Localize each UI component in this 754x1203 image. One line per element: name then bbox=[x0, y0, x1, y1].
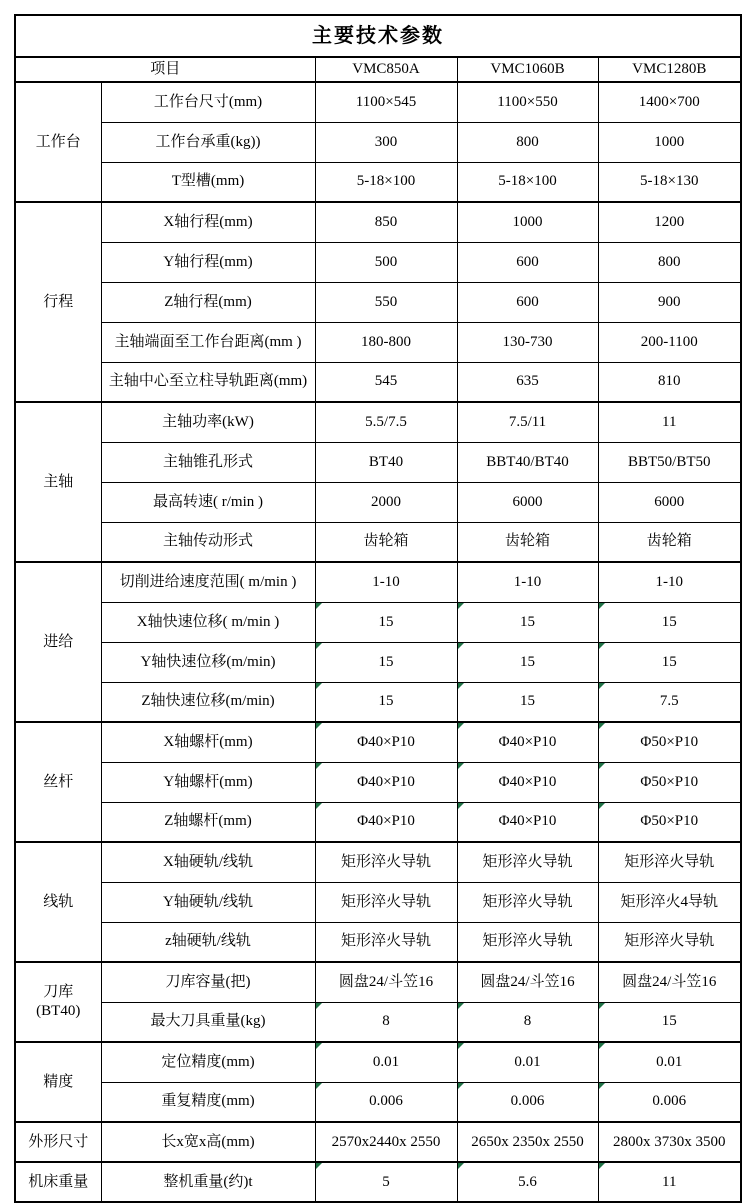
spec-row bbox=[15, 922, 741, 962]
value-cell: 1400×700 bbox=[598, 82, 741, 122]
value-cell: 1-10 bbox=[457, 562, 598, 602]
cell-flag-triangle-icon bbox=[599, 1003, 605, 1009]
header-row bbox=[15, 57, 741, 82]
cell-flag-triangle-icon bbox=[458, 723, 464, 729]
spec-table bbox=[14, 14, 742, 1203]
value-cell: 7.5/11 bbox=[457, 402, 598, 442]
value-cell: Φ50×P10 bbox=[598, 722, 741, 762]
cell-flag-triangle-icon bbox=[458, 1003, 464, 1009]
group-label: 工作台 bbox=[15, 82, 101, 202]
spec-row bbox=[15, 882, 741, 922]
spec-row bbox=[15, 802, 741, 842]
row-label: T型槽(mm) bbox=[101, 162, 315, 202]
spec-row bbox=[15, 162, 741, 202]
value-cell: 0.006 bbox=[598, 1082, 741, 1122]
cell-flag-triangle-icon bbox=[599, 1083, 605, 1089]
cell-flag-triangle-icon bbox=[599, 1043, 605, 1049]
cell-flag-triangle-icon bbox=[599, 643, 605, 649]
row-label: Y轴硬轨/线轨 bbox=[101, 882, 315, 922]
value-cell: BBT40/BT40 bbox=[457, 442, 598, 482]
value-cell: 11 bbox=[598, 1162, 741, 1202]
row-label: Y轴行程(mm) bbox=[101, 242, 315, 282]
value-cell: 1-10 bbox=[315, 562, 457, 602]
cell-flag-triangle-icon bbox=[458, 1083, 464, 1089]
cell-flag-triangle-icon bbox=[316, 1163, 322, 1169]
spec-row bbox=[15, 1122, 741, 1162]
header-model-vmc1060b: VMC1060B bbox=[457, 57, 598, 82]
value-cell: BBT50/BT50 bbox=[598, 442, 741, 482]
value-cell: 15 bbox=[598, 642, 741, 682]
row-label: 主轴功率(kW) bbox=[101, 402, 315, 442]
row-label: Z轴快速位移(m/min) bbox=[101, 682, 315, 722]
group-label: 机床重量 bbox=[15, 1162, 101, 1202]
row-label: z轴硬轨/线轨 bbox=[101, 922, 315, 962]
value-cell: 圆盘24/斗笠16 bbox=[315, 962, 457, 1002]
row-label: 定位精度(mm) bbox=[101, 1042, 315, 1082]
spec-table-body bbox=[15, 82, 741, 1202]
row-label: X轴硬轨/线轨 bbox=[101, 842, 315, 882]
value-cell: 800 bbox=[598, 242, 741, 282]
table-title: 主要技术参数 bbox=[15, 15, 741, 57]
value-cell: Φ40×P10 bbox=[457, 722, 598, 762]
value-cell: 圆盘24/斗笠16 bbox=[457, 962, 598, 1002]
value-cell: 5-18×100 bbox=[457, 162, 598, 202]
cell-flag-triangle-icon bbox=[316, 723, 322, 729]
spec-row bbox=[15, 442, 741, 482]
group-label: 主轴 bbox=[15, 402, 101, 562]
spec-row bbox=[15, 1002, 741, 1042]
value-cell: 850 bbox=[315, 202, 457, 242]
spec-row bbox=[15, 762, 741, 802]
value-cell: 5.6 bbox=[457, 1162, 598, 1202]
group-label: 行程 bbox=[15, 202, 101, 402]
row-label: X轴快速位移( m/min ) bbox=[101, 602, 315, 642]
value-cell: 2800x 3730x 3500 bbox=[598, 1122, 741, 1162]
value-cell: Φ40×P10 bbox=[457, 802, 598, 842]
spec-row bbox=[15, 1082, 741, 1122]
value-cell: 圆盘24/斗笠16 bbox=[598, 962, 741, 1002]
value-cell: 1000 bbox=[457, 202, 598, 242]
value-cell: 矩形淬火导轨 bbox=[598, 842, 741, 882]
value-cell: 810 bbox=[598, 362, 741, 402]
value-cell: 矩形淬火导轨 bbox=[457, 922, 598, 962]
group-label: 精度 bbox=[15, 1042, 101, 1122]
title-row bbox=[15, 15, 741, 57]
row-label: X轴行程(mm) bbox=[101, 202, 315, 242]
spec-row bbox=[15, 402, 741, 442]
cell-flag-triangle-icon bbox=[316, 1003, 322, 1009]
cell-flag-triangle-icon bbox=[316, 1043, 322, 1049]
row-label: 重复精度(mm) bbox=[101, 1082, 315, 1122]
row-label: Y轴快速位移(m/min) bbox=[101, 642, 315, 682]
cell-flag-triangle-icon bbox=[599, 723, 605, 729]
spec-row bbox=[15, 1162, 741, 1202]
value-cell: 5 bbox=[315, 1162, 457, 1202]
value-cell: Φ50×P10 bbox=[598, 762, 741, 802]
value-cell: 6000 bbox=[457, 482, 598, 522]
value-cell: 15 bbox=[315, 602, 457, 642]
spec-row bbox=[15, 122, 741, 162]
value-cell: BT40 bbox=[315, 442, 457, 482]
value-cell: 130-730 bbox=[457, 322, 598, 362]
spec-row bbox=[15, 1042, 741, 1082]
cell-flag-triangle-icon bbox=[316, 803, 322, 809]
value-cell: 2000 bbox=[315, 482, 457, 522]
cell-flag-triangle-icon bbox=[599, 803, 605, 809]
value-cell: 600 bbox=[457, 282, 598, 322]
value-cell: Φ50×P10 bbox=[598, 802, 741, 842]
value-cell: 600 bbox=[457, 242, 598, 282]
group-label: 外形尺寸 bbox=[15, 1122, 101, 1162]
value-cell: 2650x 2350x 2550 bbox=[457, 1122, 598, 1162]
header-model-vmc850a: VMC850A bbox=[315, 57, 457, 82]
value-cell: 15 bbox=[598, 1002, 741, 1042]
row-label: 工作台尺寸(mm) bbox=[101, 82, 315, 122]
group-label: 线轨 bbox=[15, 842, 101, 962]
group-label: 丝杆 bbox=[15, 722, 101, 842]
row-label: 整机重量(约)t bbox=[101, 1162, 315, 1202]
cell-flag-triangle-icon bbox=[458, 1163, 464, 1169]
spec-row bbox=[15, 842, 741, 882]
value-cell: 5-18×130 bbox=[598, 162, 741, 202]
value-cell: Φ40×P10 bbox=[315, 802, 457, 842]
value-cell: 180-800 bbox=[315, 322, 457, 362]
row-label: 切削进给速度范围( m/min ) bbox=[101, 562, 315, 602]
value-cell: 0.01 bbox=[598, 1042, 741, 1082]
value-cell: 1200 bbox=[598, 202, 741, 242]
value-cell: 900 bbox=[598, 282, 741, 322]
value-cell: 0.01 bbox=[457, 1042, 598, 1082]
value-cell: 矩形淬火导轨 bbox=[315, 882, 457, 922]
value-cell: Φ40×P10 bbox=[457, 762, 598, 802]
cell-flag-triangle-icon bbox=[316, 643, 322, 649]
value-cell: 矩形淬火导轨 bbox=[457, 842, 598, 882]
value-cell: 550 bbox=[315, 282, 457, 322]
value-cell: 15 bbox=[457, 682, 598, 722]
group-label: 刀库 (BT40) bbox=[15, 962, 101, 1042]
spec-row bbox=[15, 362, 741, 402]
value-cell: Φ40×P10 bbox=[315, 762, 457, 802]
spec-table-head bbox=[15, 15, 741, 82]
spec-row bbox=[15, 562, 741, 602]
row-label: 主轴传动形式 bbox=[101, 522, 315, 562]
value-cell: 8 bbox=[315, 1002, 457, 1042]
value-cell: 矩形淬火导轨 bbox=[315, 842, 457, 882]
value-cell: 800 bbox=[457, 122, 598, 162]
value-cell: 6000 bbox=[598, 482, 741, 522]
value-cell: 15 bbox=[457, 642, 598, 682]
spec-row bbox=[15, 282, 741, 322]
value-cell: 200-1100 bbox=[598, 322, 741, 362]
value-cell: 15 bbox=[457, 602, 598, 642]
header-item-label: 项目 bbox=[15, 57, 315, 82]
spec-row bbox=[15, 242, 741, 282]
row-label: Z轴螺杆(mm) bbox=[101, 802, 315, 842]
value-cell: 齿轮箱 bbox=[315, 522, 457, 562]
row-label: Z轴行程(mm) bbox=[101, 282, 315, 322]
cell-flag-triangle-icon bbox=[316, 603, 322, 609]
cell-flag-triangle-icon bbox=[316, 683, 322, 689]
value-cell: 矩形淬火导轨 bbox=[598, 922, 741, 962]
cell-flag-triangle-icon bbox=[316, 763, 322, 769]
cell-flag-triangle-icon bbox=[599, 603, 605, 609]
cell-flag-triangle-icon bbox=[599, 1163, 605, 1169]
value-cell: 7.5 bbox=[598, 682, 741, 722]
value-cell: 齿轮箱 bbox=[457, 522, 598, 562]
value-cell: 5.5/7.5 bbox=[315, 402, 457, 442]
spec-row bbox=[15, 682, 741, 722]
value-cell: 0.006 bbox=[315, 1082, 457, 1122]
value-cell: 1100×550 bbox=[457, 82, 598, 122]
value-cell: 矩形淬火导轨 bbox=[457, 882, 598, 922]
value-cell: 15 bbox=[315, 642, 457, 682]
value-cell: 500 bbox=[315, 242, 457, 282]
value-cell: 0.01 bbox=[315, 1042, 457, 1082]
row-label: 刀库容量(把) bbox=[101, 962, 315, 1002]
value-cell: 0.006 bbox=[457, 1082, 598, 1122]
value-cell: 齿轮箱 bbox=[598, 522, 741, 562]
spec-row bbox=[15, 962, 741, 1002]
row-label: 工作台承重(kg)) bbox=[101, 122, 315, 162]
value-cell: 2570x2440x 2550 bbox=[315, 1122, 457, 1162]
cell-flag-triangle-icon bbox=[458, 1043, 464, 1049]
cell-flag-triangle-icon bbox=[458, 603, 464, 609]
spec-row bbox=[15, 602, 741, 642]
spec-row bbox=[15, 202, 741, 242]
cell-flag-triangle-icon bbox=[316, 1083, 322, 1089]
cell-flag-triangle-icon bbox=[458, 683, 464, 689]
cell-flag-triangle-icon bbox=[458, 763, 464, 769]
value-cell: 635 bbox=[457, 362, 598, 402]
header-model-vmc1280b: VMC1280B bbox=[598, 57, 741, 82]
value-cell: 5-18×100 bbox=[315, 162, 457, 202]
value-cell: 11 bbox=[598, 402, 741, 442]
spec-row bbox=[15, 522, 741, 562]
value-cell: 545 bbox=[315, 362, 457, 402]
value-cell: 300 bbox=[315, 122, 457, 162]
cell-flag-triangle-icon bbox=[458, 643, 464, 649]
value-cell: 1-10 bbox=[598, 562, 741, 602]
row-label: 主轴端面至工作台距离(mm ) bbox=[101, 322, 315, 362]
spec-row bbox=[15, 482, 741, 522]
row-label: Y轴螺杆(mm) bbox=[101, 762, 315, 802]
row-label: 长x宽x高(mm) bbox=[101, 1122, 315, 1162]
row-label: 最高转速( r/min ) bbox=[101, 482, 315, 522]
value-cell: 15 bbox=[598, 602, 741, 642]
cell-flag-triangle-icon bbox=[458, 803, 464, 809]
row-label: X轴螺杆(mm) bbox=[101, 722, 315, 762]
value-cell: Φ40×P10 bbox=[315, 722, 457, 762]
value-cell: 矩形淬火导轨 bbox=[315, 922, 457, 962]
row-label: 主轴中心至立柱导轨距离(mm) bbox=[101, 362, 315, 402]
value-cell: 1000 bbox=[598, 122, 741, 162]
cell-flag-triangle-icon bbox=[599, 683, 605, 689]
value-cell: 矩形淬火4导轨 bbox=[598, 882, 741, 922]
spec-row bbox=[15, 642, 741, 682]
group-label: 进给 bbox=[15, 562, 101, 722]
spec-row bbox=[15, 322, 741, 362]
spec-row bbox=[15, 722, 741, 762]
row-label: 最大刀具重量(kg) bbox=[101, 1002, 315, 1042]
row-label: 主轴锥孔形式 bbox=[101, 442, 315, 482]
value-cell: 8 bbox=[457, 1002, 598, 1042]
value-cell: 1100×545 bbox=[315, 82, 457, 122]
value-cell: 15 bbox=[315, 682, 457, 722]
cell-flag-triangle-icon bbox=[599, 763, 605, 769]
spec-row bbox=[15, 82, 741, 122]
